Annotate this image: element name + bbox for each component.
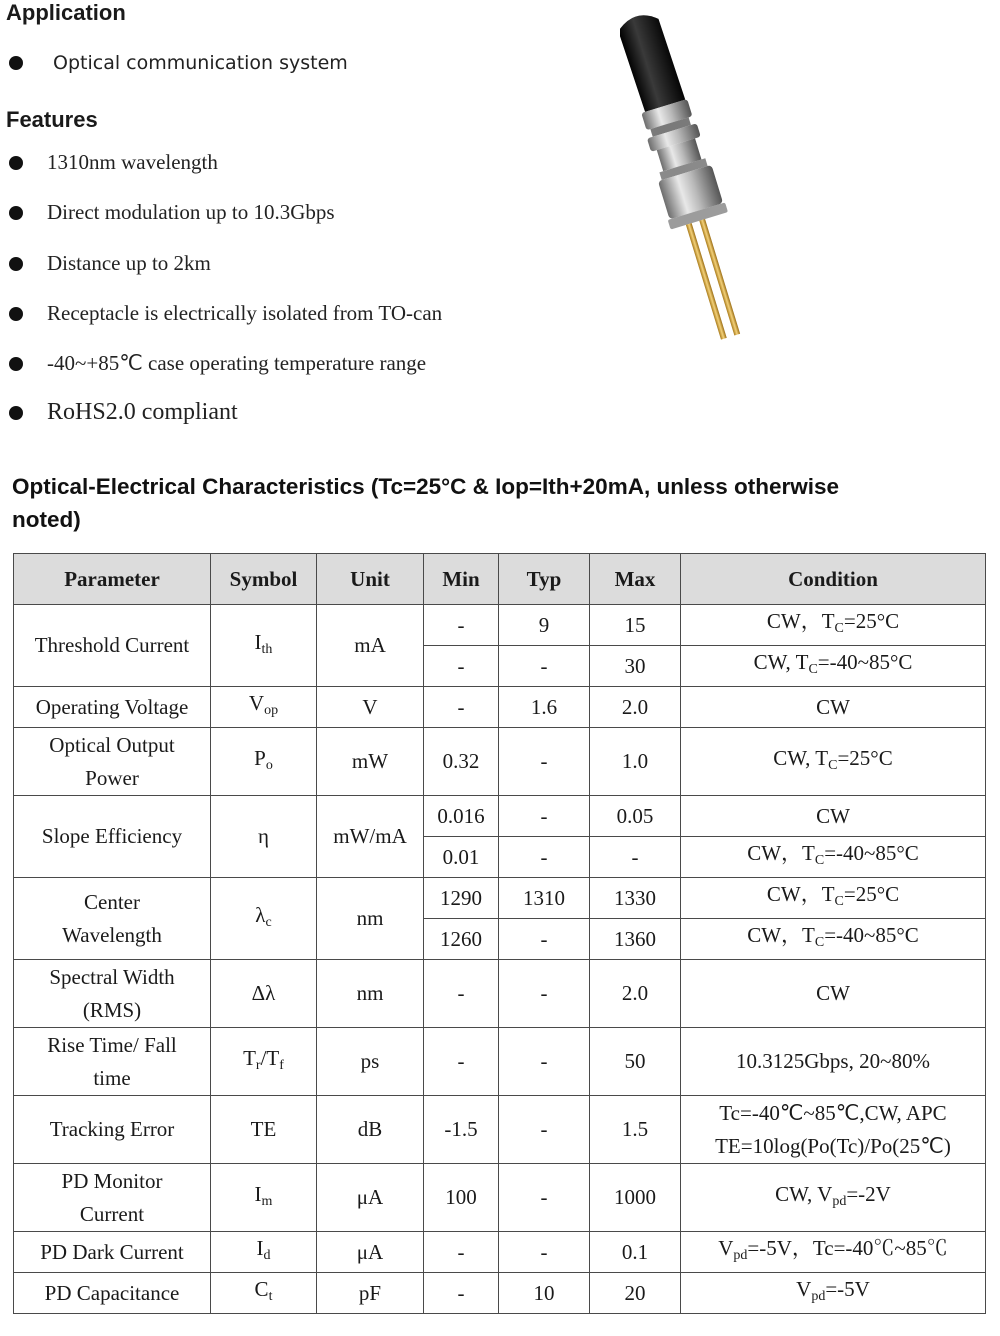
bullet-icon — [9, 406, 23, 420]
cond-text: =-2V — [846, 1181, 891, 1206]
cell-condition: CW — [681, 687, 986, 728]
cell-typ: 9 — [499, 605, 590, 646]
bullet-icon — [9, 257, 23, 271]
header-condition: Condition — [681, 554, 986, 605]
cell-unit: ps — [317, 1028, 424, 1096]
bullet-icon — [9, 206, 23, 220]
cell-typ: 10 — [499, 1273, 590, 1314]
cond-text: =-40~85°C — [817, 650, 913, 674]
cell-min: 0.016 — [424, 796, 499, 837]
cell-condition — [681, 1164, 986, 1232]
param-line1: Spectral Width — [49, 964, 175, 989]
cell-symbol — [211, 1028, 317, 1096]
list-item — [6, 351, 426, 376]
table-row — [14, 605, 986, 646]
symbol-subscript: o — [265, 757, 273, 773]
feature-item: Direct modulation up to 10.3Gbps — [47, 200, 335, 224]
param-line1: Rise Time/ Fall — [47, 1032, 177, 1057]
cell-condition — [681, 646, 986, 687]
feature-item: Receptacle is electrically isolated from TO-can — [47, 301, 443, 325]
cond-text: =-5V — [825, 1277, 870, 1301]
cell-symbol — [211, 687, 317, 728]
param-line1: PD Monitor — [61, 1168, 163, 1193]
table-heading-line1: Optical-Electrical Characteristics (Tc=25°C & Iop=Ith+20mA, unless otherwise — [12, 474, 840, 499]
cond-text: CW，T — [747, 923, 815, 947]
cell-typ: - — [499, 960, 590, 1028]
header-parameter: Parameter — [14, 554, 211, 605]
cond-subscript: C — [828, 757, 838, 773]
cell-symbol: Δλ — [211, 960, 317, 1028]
cell-symbol — [211, 1164, 317, 1232]
table-row — [14, 1096, 986, 1164]
specification-table — [13, 553, 986, 1314]
cell-typ: - — [499, 1096, 590, 1164]
cell-condition — [681, 1096, 986, 1164]
symbol-subscript: d — [263, 1248, 271, 1263]
cell-condition: 10.3125Gbps, 20~80% — [681, 1028, 986, 1096]
cell-parameter — [14, 878, 211, 960]
header-symbol: Symbol — [211, 554, 317, 605]
cell-condition — [681, 1273, 986, 1314]
cond-text: =25°C — [843, 882, 900, 906]
cell-typ: - — [499, 728, 590, 796]
cell-parameter: Threshold Current — [14, 605, 211, 687]
cell-typ: - — [499, 796, 590, 837]
feature-item: -40~+85℃ case operating temperature range — [47, 351, 427, 375]
cell-parameter: PD Dark Current — [14, 1232, 211, 1273]
cell-symbol — [211, 878, 317, 960]
symbol-subscript: m — [261, 1193, 273, 1209]
cell-typ: - — [499, 837, 590, 878]
bullet-icon — [9, 156, 23, 170]
cond-line2: TE=10log(Po(Tc)/Po(25℃) — [715, 1133, 951, 1158]
cell-max: 0.1 — [590, 1232, 681, 1273]
cell-parameter — [14, 728, 211, 796]
cell-max: 1.0 — [590, 728, 681, 796]
table-row — [14, 728, 986, 796]
cell-min: - — [424, 646, 499, 687]
table-row — [14, 960, 986, 1028]
cell-max: 1000 — [590, 1164, 681, 1232]
bullet-icon — [9, 307, 23, 321]
cell-typ: - — [499, 646, 590, 687]
cell-min: - — [424, 687, 499, 728]
cell-min: 1260 — [424, 919, 499, 960]
cell-symbol — [211, 728, 317, 796]
symbol-text: λ — [255, 902, 266, 927]
table-row — [14, 1164, 986, 1232]
cell-typ: - — [499, 1232, 590, 1273]
cell-condition — [681, 1232, 986, 1273]
cell-condition — [681, 605, 986, 646]
cell-max: 1.5 — [590, 1096, 681, 1164]
table-row — [14, 796, 986, 837]
cell-condition — [681, 837, 986, 878]
cond-text: =-5V，Tc=-40℃~85℃ — [747, 1236, 948, 1260]
cond-subscript: pd — [832, 1193, 847, 1209]
cell-unit: nm — [317, 878, 424, 960]
cell-min: - — [424, 1232, 499, 1273]
cond-subscript: C — [814, 853, 825, 868]
symbol-subscript: f — [279, 1057, 284, 1073]
list-item — [6, 150, 218, 175]
laser-diode-product-image — [620, 0, 910, 350]
cond-text: V — [796, 1277, 812, 1301]
cell-min: - — [424, 605, 499, 646]
list-item — [6, 251, 211, 276]
cell-unit: pF — [317, 1273, 424, 1314]
cell-typ: 1310 — [499, 878, 590, 919]
symbol-subscript: r — [255, 1057, 261, 1073]
header-max: Max — [590, 554, 681, 605]
cell-max: 15 — [590, 605, 681, 646]
cell-symbol — [211, 605, 317, 687]
bullet-icon — [9, 357, 23, 371]
cell-condition — [681, 878, 986, 919]
list-item — [6, 52, 348, 74]
table-row — [14, 1028, 986, 1096]
cond-subscript: C — [814, 935, 825, 950]
cell-parameter — [14, 1028, 211, 1096]
cell-max: 1330 — [590, 878, 681, 919]
table-row — [14, 1232, 986, 1273]
header-typ: Typ — [499, 554, 590, 605]
cond-text: CW，T — [766, 609, 835, 633]
cond-text: CW, T — [753, 650, 809, 674]
symbol-text: I — [254, 629, 262, 654]
cell-unit: mA — [317, 605, 424, 687]
cond-subscript: C — [834, 894, 844, 909]
cell-min: 0.01 — [424, 837, 499, 878]
bullet-icon — [9, 56, 23, 70]
param-line2: (RMS) — [82, 997, 142, 1022]
cell-typ: - — [499, 919, 590, 960]
cell-symbol — [211, 1273, 317, 1314]
cell-min: - — [424, 1273, 499, 1314]
cell-symbol: TE — [211, 1096, 317, 1164]
param-line1: Center — [84, 889, 140, 914]
application-heading: Application — [6, 0, 126, 25]
cell-max: 2.0 — [590, 687, 681, 728]
param-line2: time — [93, 1065, 131, 1090]
symbol-text: C — [254, 1277, 269, 1301]
symbol-subscript: th — [261, 641, 273, 657]
cell-unit: mW/mA — [317, 796, 424, 878]
cond-text: =-40~85°C — [824, 923, 919, 947]
table-heading-line2: noted) — [12, 507, 81, 532]
cell-condition — [681, 919, 986, 960]
cond-subscript: pd — [811, 1289, 826, 1304]
cond-subscript: C — [808, 662, 818, 677]
cell-unit: μA — [317, 1164, 424, 1232]
cell-symbol: η — [211, 796, 317, 878]
cond-text: CW, V — [775, 1181, 833, 1206]
cell-parameter: Slope Efficiency — [14, 796, 211, 878]
list-item — [6, 399, 238, 426]
cell-unit: nm — [317, 960, 424, 1028]
cell-unit: μA — [317, 1232, 424, 1273]
feature-item: Distance up to 2km — [47, 251, 211, 275]
param-line2: Power — [85, 765, 139, 790]
cell-min: 1290 — [424, 878, 499, 919]
symbol-subscript: op — [264, 703, 279, 718]
param-line2: Current — [79, 1201, 145, 1226]
cell-parameter: PD Capacitance — [14, 1273, 211, 1314]
symbol-text: I — [254, 1181, 262, 1206]
header-unit: Unit — [317, 554, 424, 605]
table-row — [14, 1273, 986, 1314]
cond-text: V — [718, 1236, 734, 1260]
header-min: Min — [424, 554, 499, 605]
cell-parameter — [14, 1164, 211, 1232]
cond-text: CW，T — [747, 841, 815, 865]
cond-subscript: C — [834, 621, 844, 636]
cell-typ: 1.6 — [499, 687, 590, 728]
table-row — [14, 687, 986, 728]
table-header-row — [14, 554, 986, 605]
cell-condition: CW — [681, 796, 986, 837]
symbol-text: T — [243, 1045, 256, 1070]
cond-text: CW, T — [773, 745, 829, 770]
cell-max: 50 — [590, 1028, 681, 1096]
symbol-text: V — [248, 691, 265, 715]
symbol-subscript: c — [265, 914, 272, 930]
cell-max: - — [590, 837, 681, 878]
cell-parameter: Operating Voltage — [14, 687, 211, 728]
cond-text: CW，T — [766, 882, 835, 906]
symbol-text: I — [256, 1236, 264, 1260]
cell-min: - — [424, 1028, 499, 1096]
symbol-subscript: t — [268, 1289, 273, 1304]
cell-max: 20 — [590, 1273, 681, 1314]
cell-parameter: Tracking Error — [14, 1096, 211, 1164]
cond-text: =-40~85°C — [824, 841, 919, 865]
cell-max: 30 — [590, 646, 681, 687]
cell-parameter — [14, 960, 211, 1028]
cell-unit: mW — [317, 728, 424, 796]
cond-line1: Tc=-40℃~85℃,CW, APC — [719, 1100, 947, 1125]
application-item: Optical communication system — [53, 52, 348, 74]
cell-min: - — [424, 960, 499, 1028]
cond-subscript: pd — [733, 1248, 748, 1263]
param-line1: Optical Output — [49, 732, 175, 757]
cell-min: -1.5 — [424, 1096, 499, 1164]
cond-text: =25°C — [837, 745, 893, 770]
cell-typ: - — [499, 1028, 590, 1096]
cell-condition — [681, 728, 986, 796]
features-heading: Features — [6, 107, 98, 132]
cell-unit: dB — [317, 1096, 424, 1164]
cell-min: 0.32 — [424, 728, 499, 796]
feature-item: RoHS2.0 compliant — [47, 399, 238, 425]
cell-symbol — [211, 1232, 317, 1273]
list-item — [6, 200, 335, 225]
param-line2: Wavelength — [62, 922, 162, 947]
symbol-text: /T — [260, 1045, 280, 1070]
feature-item: 1310nm wavelength — [47, 150, 218, 174]
table-heading — [12, 470, 987, 536]
cell-condition: CW — [681, 960, 986, 1028]
cell-max: 0.05 — [590, 796, 681, 837]
symbol-text: P — [254, 745, 266, 770]
cond-text: =25°C — [843, 609, 900, 633]
table-row — [14, 878, 986, 919]
cell-min: 100 — [424, 1164, 499, 1232]
cell-max: 2.0 — [590, 960, 681, 1028]
cell-unit: V — [317, 687, 424, 728]
cell-max: 1360 — [590, 919, 681, 960]
list-item — [6, 301, 442, 326]
cell-typ: - — [499, 1164, 590, 1232]
